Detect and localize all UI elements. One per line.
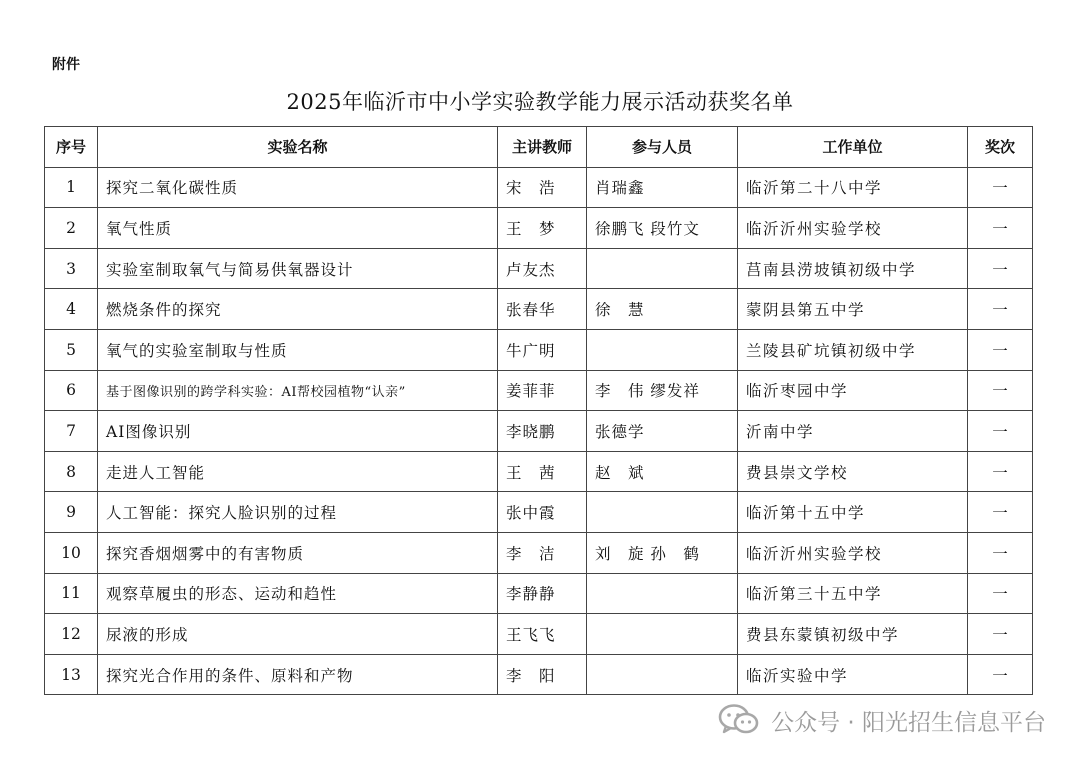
cell-number: 13 — [45, 654, 98, 695]
cell-participants: 张德学 — [587, 411, 738, 452]
cell-lead-teacher: 宋 浩 — [498, 167, 587, 208]
cell-participants: 徐鹏飞 段竹文 — [587, 208, 738, 249]
cell-number: 1 — [45, 167, 98, 208]
cell-lead-teacher: 李静静 — [498, 573, 587, 614]
cell-number: 5 — [45, 329, 98, 370]
cell-lead-teacher: 王 梦 — [498, 208, 587, 249]
table-row — [45, 411, 1033, 452]
cell-participants — [587, 492, 738, 533]
cell-lead-teacher: 王 茜 — [498, 451, 587, 492]
header-participants: 参与人员 — [587, 127, 738, 168]
cell-work-unit: 临沂实验中学 — [738, 654, 968, 695]
cell-award: 一 — [968, 532, 1033, 573]
cell-number: 7 — [45, 411, 98, 452]
awards-table — [44, 126, 1033, 695]
cell-participants: 徐 慧 — [587, 289, 738, 330]
cell-award: 一 — [968, 451, 1033, 492]
cell-number: 11 — [45, 573, 98, 614]
table-row — [45, 248, 1033, 289]
cell-lead-teacher: 张中霞 — [498, 492, 587, 533]
cell-number: 12 — [45, 614, 98, 655]
table-row — [45, 451, 1033, 492]
cell-experiment-name: 燃烧条件的探究 — [98, 289, 498, 330]
cell-lead-teacher: 牛广明 — [498, 329, 587, 370]
cell-work-unit: 兰陵县矿坑镇初级中学 — [738, 329, 968, 370]
cell-participants — [587, 654, 738, 695]
cell-award: 一 — [968, 248, 1033, 289]
cell-participants — [587, 573, 738, 614]
cell-lead-teacher: 李 阳 — [498, 654, 587, 695]
cell-experiment-name: 探究香烟烟雾中的有害物质 — [98, 532, 498, 573]
table-row — [45, 532, 1033, 573]
cell-participants: 刘 旋 孙 鹤 — [587, 532, 738, 573]
cell-participants — [587, 248, 738, 289]
cell-participants: 赵 斌 — [587, 451, 738, 492]
cell-experiment-name: 尿液的形成 — [98, 614, 498, 655]
cell-award: 一 — [968, 167, 1033, 208]
wechat-icon — [717, 702, 761, 738]
header-lead-teacher: 主讲教师 — [498, 127, 587, 168]
cell-award: 一 — [968, 411, 1033, 452]
table-header-row — [45, 127, 1033, 168]
cell-lead-teacher: 张春华 — [498, 289, 587, 330]
cell-award: 一 — [968, 654, 1033, 695]
cell-work-unit: 蒙阴县第五中学 — [738, 289, 968, 330]
cell-award: 一 — [968, 289, 1033, 330]
cell-work-unit: 费县崇文学校 — [738, 451, 968, 492]
cell-award: 一 — [968, 573, 1033, 614]
cell-work-unit: 莒南县涝坡镇初级中学 — [738, 248, 968, 289]
table-row — [45, 289, 1033, 330]
table-row — [45, 370, 1033, 411]
table-row — [45, 208, 1033, 249]
table-row — [45, 167, 1033, 208]
cell-lead-teacher: 李晓鹏 — [498, 411, 587, 452]
cell-work-unit: 临沂第三十五中学 — [738, 573, 968, 614]
table-row — [45, 614, 1033, 655]
cell-participants — [587, 329, 738, 370]
cell-work-unit: 临沂枣园中学 — [738, 370, 968, 411]
cell-work-unit: 临沂沂州实验学校 — [738, 208, 968, 249]
cell-award: 一 — [968, 492, 1033, 533]
cell-number: 6 — [45, 370, 98, 411]
cell-award: 一 — [968, 614, 1033, 655]
table-row — [45, 573, 1033, 614]
table-row — [45, 329, 1033, 370]
watermark-text: 公众号 · 阳光招生信息平台 — [771, 709, 1046, 736]
cell-experiment-name: AI图像识别 — [98, 411, 498, 452]
cell-work-unit: 临沂第二十八中学 — [738, 167, 968, 208]
cell-number: 2 — [45, 208, 98, 249]
cell-lead-teacher: 李 洁 — [498, 532, 587, 573]
header-experiment-name: 实验名称 — [98, 127, 498, 168]
cell-experiment-name: 实验室制取氧气与简易供氧器设计 — [98, 248, 498, 289]
cell-number: 3 — [45, 248, 98, 289]
cell-experiment-name: 基于图像识别的跨学科实验：AI帮校园植物“认亲” — [98, 370, 498, 411]
cell-work-unit: 临沂第十五中学 — [738, 492, 968, 533]
header-number: 序号 — [45, 127, 98, 168]
cell-number: 4 — [45, 289, 98, 330]
cell-experiment-name: 氧气性质 — [98, 208, 498, 249]
cell-award: 一 — [968, 370, 1033, 411]
cell-work-unit: 临沂沂州实验学校 — [738, 532, 968, 573]
header-award: 奖次 — [968, 127, 1033, 168]
attachment-label: 附件 — [52, 57, 80, 73]
cell-number: 8 — [45, 451, 98, 492]
cell-work-unit: 沂南中学 — [738, 411, 968, 452]
document-title: 2025年临沂市中小学实验教学能力展示活动获奖名单 — [286, 90, 794, 114]
cell-lead-teacher: 王飞飞 — [498, 614, 587, 655]
cell-number: 10 — [45, 532, 98, 573]
cell-experiment-name: 人工智能：探究人脸识别的过程 — [98, 492, 498, 533]
cell-experiment-name: 氧气的实验室制取与性质 — [98, 329, 498, 370]
cell-participants: 肖瑞鑫 — [587, 167, 738, 208]
table-row — [45, 654, 1033, 695]
watermark — [717, 702, 1046, 738]
cell-experiment-name: 观察草履虫的形态、运动和趋性 — [98, 573, 498, 614]
cell-award: 一 — [968, 208, 1033, 249]
cell-lead-teacher: 卢友杰 — [498, 248, 587, 289]
cell-participants — [587, 614, 738, 655]
cell-number: 9 — [45, 492, 98, 533]
table-row — [45, 492, 1033, 533]
cell-experiment-name: 探究光合作用的条件、原料和产物 — [98, 654, 498, 695]
cell-award: 一 — [968, 329, 1033, 370]
cell-experiment-name: 探究二氧化碳性质 — [98, 167, 498, 208]
cell-work-unit: 费县东蒙镇初级中学 — [738, 614, 968, 655]
header-work-unit: 工作单位 — [738, 127, 968, 168]
cell-lead-teacher: 姜菲菲 — [498, 370, 587, 411]
cell-participants: 李 伟 缪发祥 — [587, 370, 738, 411]
cell-experiment-name: 走进人工智能 — [98, 451, 498, 492]
